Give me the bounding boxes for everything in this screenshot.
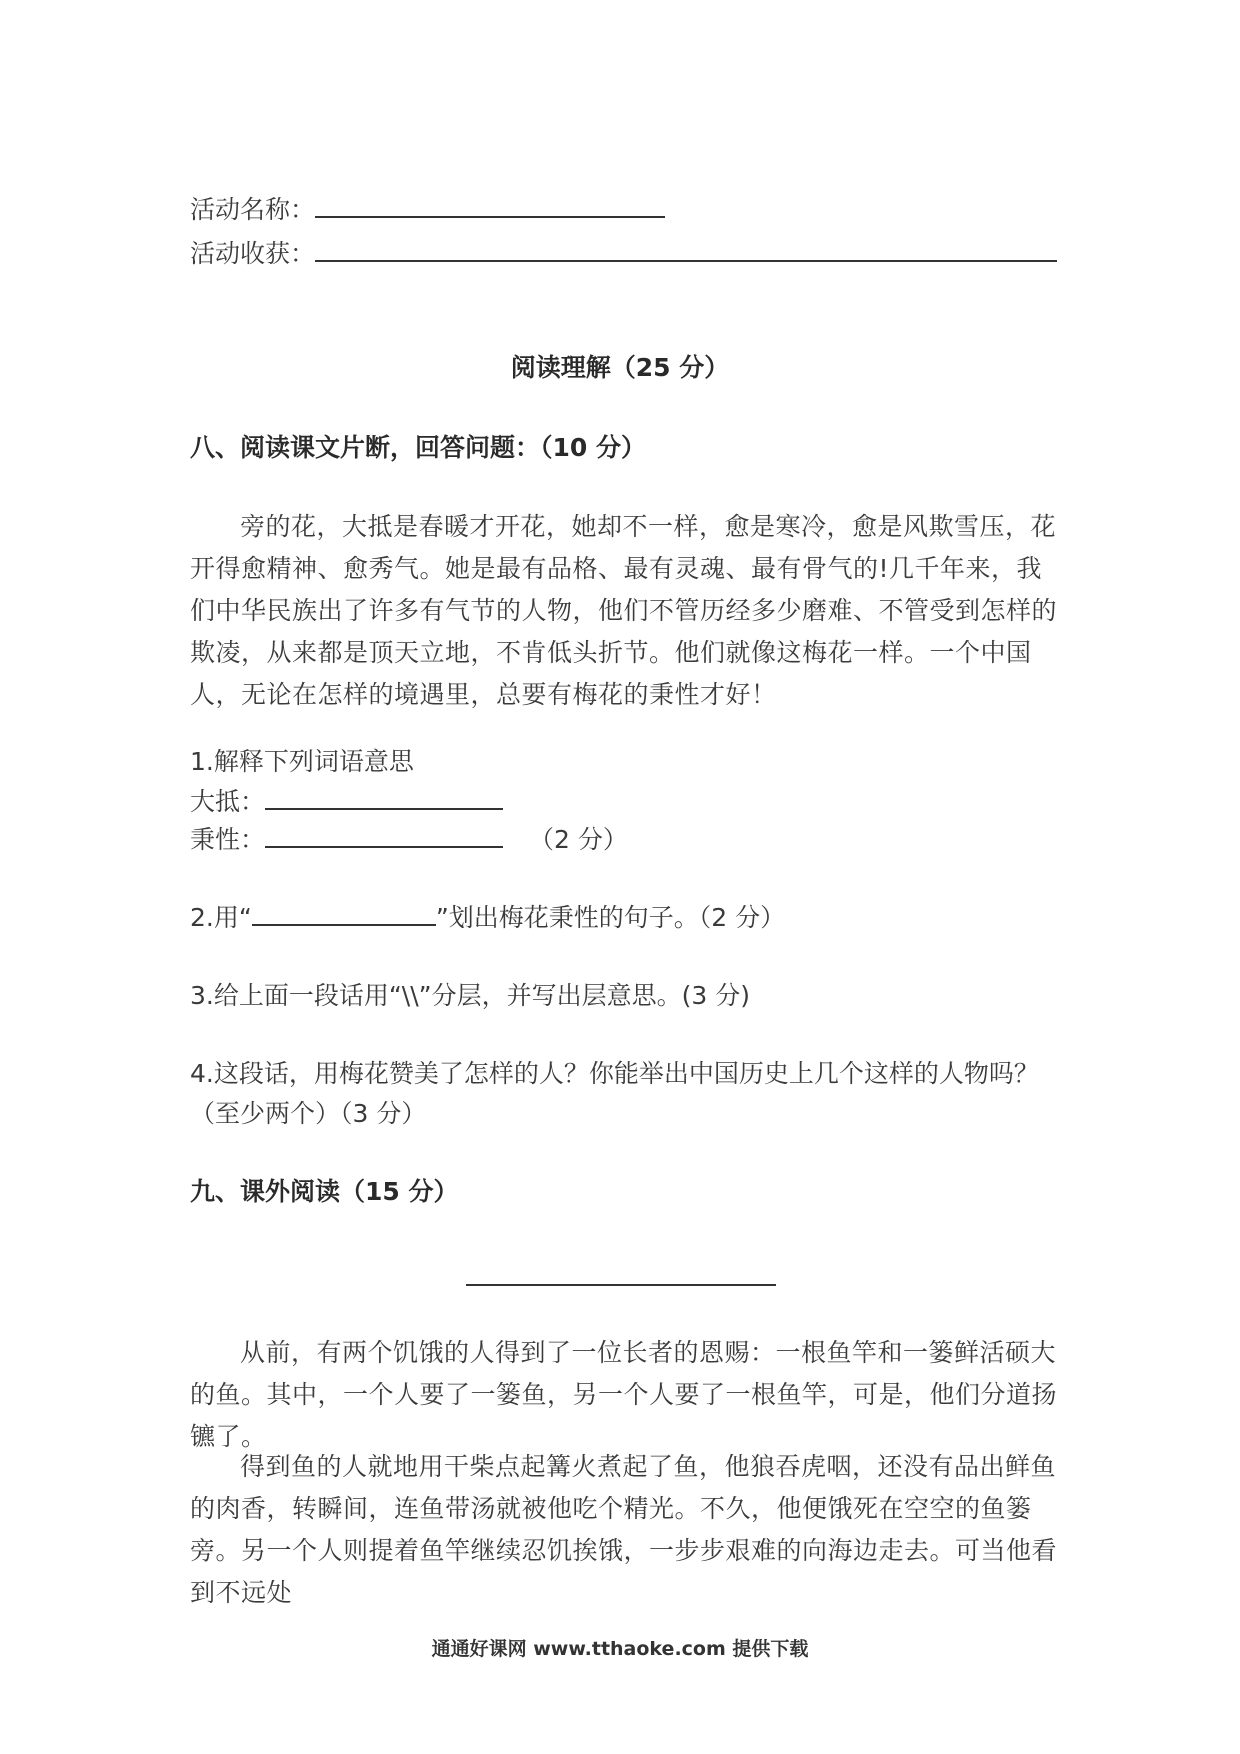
q8-item4-line2: （至少两个）（3 分） [190,1099,427,1128]
q8-item4-line1: 4.这段话，用梅花赞美了怎样的人？你能举出中国历史上几个这样的人物吗？ [190,1059,1039,1088]
q8-heading: 八、阅读课文片断，回答问题：（10 分） [190,433,646,462]
activity-name-blank[interactable] [315,194,665,218]
activity-name-label: 活动名称： [190,195,316,224]
q8-item2-prefix: 2.用“ [190,903,252,932]
q8-item1-score: （2 分） [529,825,628,854]
q9-paragraph-2 [190,1446,1060,1614]
activity-name-row [190,192,665,228]
q8-item2-underline-sample [252,902,436,926]
q8-passage [190,506,1060,716]
q8-item3: 3.给上面一段话用“\\”分层，并写出层意思。(3 分) [190,981,750,1010]
q8-item2-row [190,900,785,936]
q8-passage-text: 旁的花，大抵是春暖才开花，她却不一样，愈是寒冷，愈是风欺雪压，花开得愈精神、愈秀气。她是最有品格、最有灵魂、最有骨气的!几千年来，我们中华民族出了许多有气节的人物，他们不管历经多少磨难、不管受到怎样的欺凌，从来都是顶天立地，不肯低头折节。他们就像这梅花一样。一个中国人，无论在怎样的境遇里，总要有梅花的秉性才好！ [190,512,1058,709]
q8-item1-word1-label: 大抵： [190,787,266,816]
page-footer: 通通好课网 www.tthaoke.com 提供下载 [431,1638,809,1660]
q9-paragraph-2-text: 得到鱼的人就地用干柴点起篝火煮起了鱼，他狼吞虎咽，还没有品出鲜鱼的肉香，转瞬间，连鱼带汤就被他吃个精光。不久，他便饿死在空空的鱼篓旁。另一个人则提着鱼竿继续忍饥挨饿，一步步艰难的向海边走去。可当他看到不远处 [190,1452,1058,1607]
q8-item1-word2-blank[interactable] [265,824,503,848]
q9-paragraph-1 [190,1332,1060,1458]
q9-heading: 九、课外阅读（15 分） [190,1177,459,1206]
q8-item1-word1-row [190,784,503,820]
q8-item1-title: 1.解释下列词语意思 [190,747,414,776]
q8-item1-word1-blank[interactable] [265,786,503,810]
q8-item1-word2-row [190,822,628,858]
q8-item1-word2-label: 秉性： [190,825,266,854]
activity-gain-row [190,236,1057,272]
q8-item2-suffix: ”划出梅花秉性的句子。（2 分） [435,903,786,932]
section-title: 阅读理解（25 分） [510,353,730,382]
q9-paragraph-1-text: 从前，有两个饥饿的人得到了一位长者的恩赐：一根鱼竿和一篓鲜活硕大的鱼。其中，一个人要了一篓鱼，另一个人要了一根鱼竿，可是，他们分道扬镳了。 [190,1338,1058,1451]
activity-gain-blank[interactable] [315,238,1057,262]
activity-gain-label: 活动收获： [190,239,316,268]
q9-title-blank[interactable] [466,1284,776,1286]
